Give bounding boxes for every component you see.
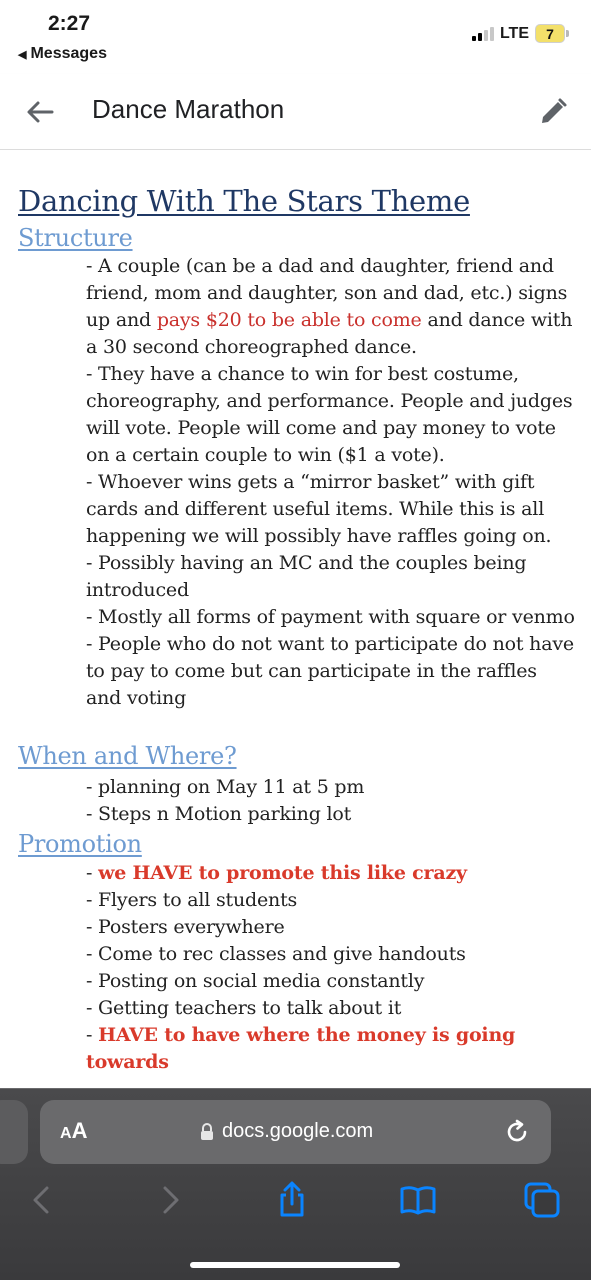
status-indicators (472, 24, 569, 43)
structure-paragraph-6: - People who do not want to participate do not have to pay to come but can participate in the raffles and voting (86, 633, 574, 709)
section-when-where-title: When and Where? (18, 742, 237, 770)
back-app-label: Messages (30, 45, 107, 62)
section-promotion-title: Promotion (18, 830, 142, 858)
doc-header (0, 74, 591, 150)
when-line: - planning on May 11 at 5 pm (86, 776, 365, 798)
back-arrow-icon[interactable] (22, 94, 58, 130)
when-where-content (86, 774, 576, 828)
status-time: 2:27 (48, 12, 91, 35)
document-body[interactable] (0, 150, 591, 1088)
promotion-line-1: - we HAVE to promote this like crazy (86, 862, 467, 884)
address-bar[interactable] (40, 1100, 551, 1164)
reader-options-button[interactable]: AA (60, 1118, 88, 1143)
browser-toolbar (0, 1088, 591, 1280)
network-label: LTE (499, 24, 529, 42)
url-text: docs.google.com (222, 1120, 374, 1142)
promotion-line-6: - Getting teachers to talk about it (86, 997, 402, 1019)
promotion-line-3: - Posters everywhere (86, 916, 285, 938)
promotion-line-5: - Posting on social media constantly (86, 970, 425, 992)
status-bar (0, 0, 591, 74)
battery-icon (535, 24, 569, 43)
promotion-line-7: - HAVE to have where the money is going towards (86, 1024, 516, 1073)
doc-heading: Dancing With The Stars Theme (18, 184, 470, 218)
lock-icon (200, 1123, 214, 1141)
structure-paragraph-1: - A couple (can be a dad and daughter, friend and friend, mom and daughter, son and dad, etc.) signs up and pays $20 to be able to come and dance with a 30 second choreographed dance. (86, 255, 573, 358)
battery-level: 7 (535, 24, 565, 43)
pencil-icon[interactable] (535, 94, 571, 130)
where-line: - Steps n Motion parking lot (86, 803, 352, 825)
home-indicator (190, 1262, 400, 1268)
promotion-line-2: - Flyers to all students (86, 889, 298, 911)
bookmarks-icon[interactable] (398, 1180, 438, 1220)
promotion-content (86, 860, 576, 1076)
previous-tab-preview[interactable] (0, 1100, 28, 1164)
chevron-left-icon[interactable] (22, 1180, 62, 1220)
back-to-messages[interactable] (18, 45, 107, 63)
price-highlight: pays $20 to be able to come (156, 309, 422, 331)
structure-paragraph-3: - Whoever wins gets a “mirror basket” with gift cards and different useful items. While this is all happening we will possibly have raffles going on. (86, 471, 552, 547)
back-triangle-icon: ◀ (18, 48, 27, 61)
promotion-line-4: - Come to rec classes and give handouts (86, 943, 466, 965)
signal-icon (472, 27, 494, 41)
structure-paragraph-5: - Mostly all forms of payment with square or venmo (86, 606, 575, 628)
structure-content (86, 253, 576, 712)
structure-paragraph-4: - Possibly having an MC and the couples being introduced (86, 552, 527, 601)
share-icon[interactable] (272, 1180, 312, 1220)
reload-icon[interactable] (503, 1118, 531, 1146)
navigation-toolbar (0, 1180, 591, 1220)
chevron-right-icon[interactable] (150, 1180, 190, 1220)
url-display[interactable] (200, 1120, 373, 1143)
tabs-icon[interactable] (522, 1180, 562, 1220)
doc-title: Dance Marathon (92, 94, 285, 124)
section-structure-title: Structure (18, 224, 133, 252)
structure-paragraph-2: - They have a chance to win for best costume, choreography, and performance. People and judges will vote. People will come and pay money to vote on a certain couple to win ($1 a vote). (86, 363, 573, 466)
